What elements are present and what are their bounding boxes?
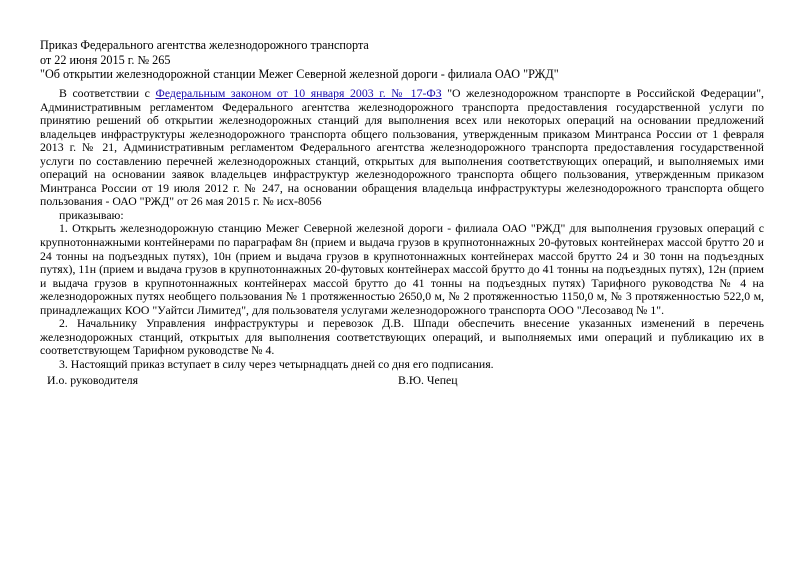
signatory-name: В.Ю. Чепец [398, 373, 458, 387]
order-item-1: 1. Открыть железнодорожную станцию Межег Северной железной дороги - филиала ОАО "РЖД" для выполнения грузовых операций с крупнотоннажными контейнерами по параграфам 8н (прием и выдача грузов в крупнотоннажных 20-футовых контейнерах массой брутто 20 и 24 тонны на подъездных путях), 10н (прием и выдача грузов в крупнотоннажных контейнерах массой брутто 24 и 30 тонн на подъездных путях), 11н (прием и выдача грузов в крупнотоннажных 20-футовых контейнерах массой брутто до 41 тонны на подъездных путях), 12н (прием и выдача грузов в крупнотоннажных контейнерах массой брутто до 41 тонны на подъездных путях) Тарифного руководства № 4 на железнодорожных путях необщего пользования № 1 протяженностью 2650,0 м, № 2 протяженностью 1150,0 м, № 3 протяженностью 522,0 м, принадлежащих КОО "Уайтси Лимитед", для пользователя услугами железнодорожного транспорта ООО "Лесозавод № 1". [40, 221, 764, 317]
preamble-paragraph [40, 87, 764, 209]
document-body [40, 87, 764, 371]
header-issuer: Приказ Федерального агентства железнодорожного транспорта [40, 38, 369, 52]
signatory-position: И.о. руководителя [47, 373, 139, 387]
preamble-lead: В соответствии с [59, 86, 156, 100]
preamble-rest: "О железнодорожном транспорте в Российской Федерации", Административным регламентом Федерального агентства железнодорожного транспорта предоставления государственной услуги по принятию решений об открытии железнодорожных станций для выполнения всех или некоторых операций на основании предложений владельцев инфраструктуры железнодорожного транспорта общего пользования, утвержденным приказом Минтранса России от 1 февраля 2013 г. № 21, Административным регламентом Федерального агентства железнодорожного транспорта предоставления государственной услуги по составлению перечней железнодорожных станций, открытых для выполнения соответствующих операций, и выполняемых ими операций на основании заявок владельцев инфраструктур железнодорожного транспорта общего пользования, утвержденным приказом Минтранса России от 19 июля 2012 г. № 247, на основании обращения владельца инфраструктуры железнодорожного транспорта общего пользования - ОАО "РЖД" от 26 мая 2015 г. № исх-8056 [40, 86, 764, 209]
header-date-number: от 22 июня 2015 г. № 265 [40, 52, 171, 67]
order-item-2: 2. Начальнику Управления инфраструктуры и перевозок Д.В. Шпади обеспечить внесение указанных изменений в перечень железнодорожных станций, открытых для выполнения соответствующих операций, и выполняемых ими операций и публикацию их в соответствующем Тарифном руководстве № 4. [40, 316, 764, 358]
order-item-3: 3. Настоящий приказ вступает в силу через четырнадцать дней со дня его подписания. [59, 356, 494, 371]
document-header [40, 38, 760, 82]
order-word: приказываю: [59, 207, 124, 222]
federal-law-link[interactable]: Федеральным законом от 10 января 2003 г. № 17-ФЗ [155, 86, 442, 100]
header-title: "Об открытии железнодорожной станции Межег Северной железной дороги - филиала ОАО "РЖД" [40, 67, 559, 82]
